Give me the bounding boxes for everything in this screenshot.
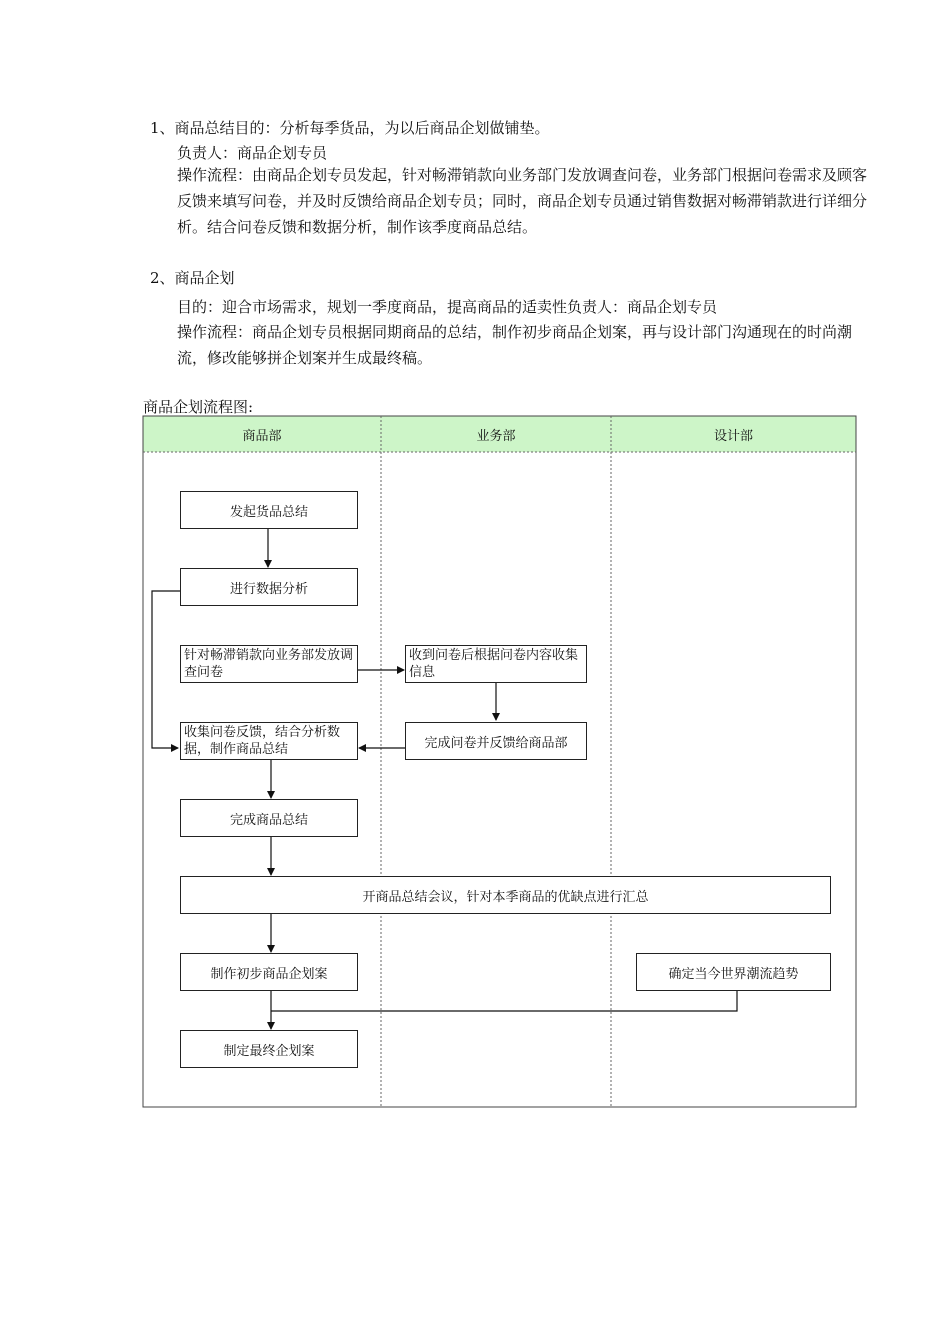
lane-header-design: 设计部	[713, 428, 753, 444]
step-start-summary: 发起货品总结	[180, 491, 358, 529]
step-data-analysis: 进行数据分析	[180, 568, 358, 606]
step-initial-plan: 制作初步商品企划案	[180, 953, 358, 991]
flowchart-caption: 商品企划流程图:	[143, 398, 254, 416]
step-trend: 确定当今世界潮流趋势	[636, 953, 831, 991]
step-collect-feedback: 收集问卷反馈，结合分析数据，制作商品总结	[180, 722, 358, 760]
step-final-plan: 制定最终企划案	[180, 1030, 358, 1068]
step-summary-meeting: 开商品总结会议，针对本季商品的优缺点进行汇总	[180, 876, 831, 914]
step-collect-info: 收到问卷后根据问卷内容收集信息	[405, 645, 587, 683]
arrow-analysis-to-feedback	[152, 591, 180, 748]
step-send-survey: 针对畅滞销款向业务部发放调查问卷	[180, 645, 358, 683]
step-complete-feedback: 完成问卷并反馈给商品部	[405, 722, 587, 760]
lane-header-business: 业务部	[476, 428, 516, 444]
section2-process: 操作流程：商品企划专员根据同期商品的总结，制作初步商品企划案，再与设计部门沟通现在的时尚潮流，修改能够拼企划案并生成最终稿。	[177, 323, 853, 367]
section1-process: 操作流程：由商品企划专员发起，针对畅滞销款向业务部门发放调查问卷，业务部门根据问卷需求及顾客反馈来填写问卷，并及时反馈给商品企划专员；同时，商品企划专员通过销售数据对畅滞销款进行详细分析。结合问卷反馈和数据分析，制作该季度商品总结。	[177, 166, 868, 236]
lane-header-product: 商品部	[242, 428, 282, 444]
arrow-trend-to-final	[271, 991, 737, 1011]
section1-owner: 负责人：商品企划专员	[177, 144, 328, 162]
section1-heading: 1、商品总结目的：分析每季货品，为以后商品企划做铺垫。	[150, 119, 550, 137]
section2-heading: 2、商品企划	[150, 269, 235, 287]
section2-purpose: 目的：迎合市场需求，规划一季度商品，提高商品的适卖性负责人：商品企划专员	[177, 298, 718, 316]
step-finish-summary: 完成商品总结	[180, 799, 358, 837]
